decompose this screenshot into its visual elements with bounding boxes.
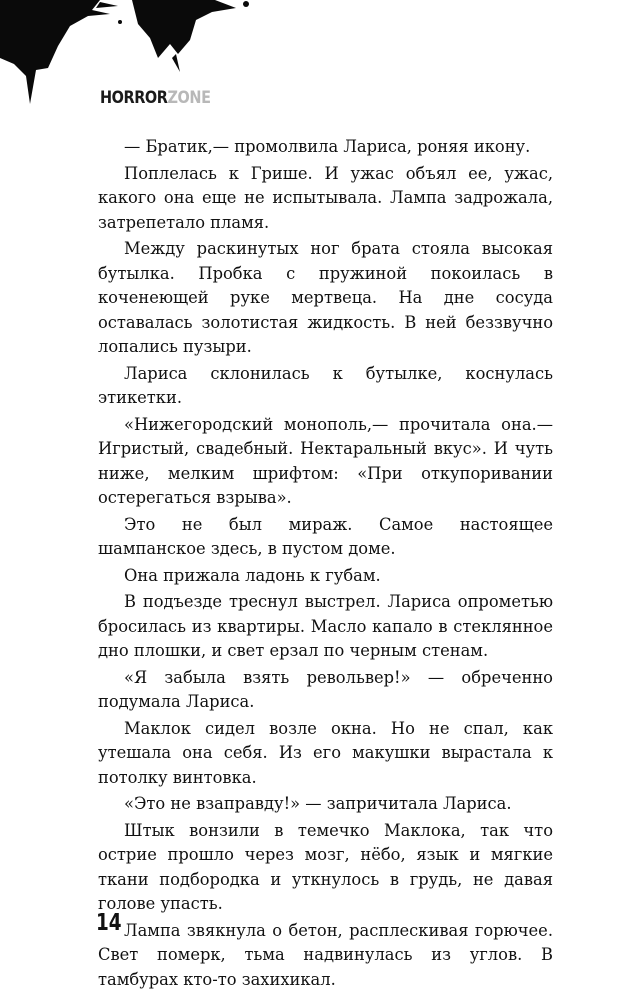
paragraph: В подъезде треснул выстрел. Лариса опрометью бросилась из квартиры. Масло капало в стеклянное дно плошки, и свет ерзал по черным стенам. [98, 592, 553, 660]
logo-part-horror: HORROR [100, 88, 168, 108]
paragraph: Это не был мираж. Самое настоящее шампанское здесь, в пустом доме. [98, 514, 553, 558]
paragraph: Поплелась к Грише. И ужас объял ее, ужас, какого она еще не испытывала. Лампа задрожала, затрепетало пламя. [98, 163, 553, 232]
paragraph: «Я забыла взять револьвер!» — обреченно подумала Лариса. [98, 667, 553, 711]
body-text [98, 135, 553, 994]
paragraph: Лампа звякнула о бетон, расплескивая горючее. Свет померк, тьма надвинулась из углов. В тамбурах кто-то захихикал. [98, 920, 553, 989]
paragraph: «Нижегородский монополь,— прочитала она.— Игристый, свадебный. Нектаральный вкус». И чуть ниже, мелким шрифтом: «При откупоривании остерегаться взрыва». [98, 414, 553, 507]
paragraph: — Братик,— промолвила Лариса, роняя икону. [124, 137, 531, 156]
paragraph: «Это не взаправду!» — запричитала Лариса. [124, 794, 512, 813]
paragraph: Лариса склонилась к бутылке, коснулась этикетки. [98, 363, 553, 407]
paragraph: Штык вонзили в темечко Маклока, так что острие прошло через мозг, нёбо, язык и мягкие ткани подбородка и уткнулось в грудь, не давая голове упасть. [98, 820, 553, 913]
page-number: 14 [96, 910, 122, 936]
logo-part-zone: ZONE [167, 88, 211, 108]
paragraph: Между раскинутых ног брата стояла высокая бутылка. Пробка с пружиной покоилась в коченеющей руке мертвеца. На дне сосуда оставалась золотистая жидкость. В ней беззвучно лопались пузыри. [98, 239, 553, 356]
horrorzone-logo [100, 88, 211, 108]
paragraph: Маклок сидел возле окна. Но не спал, как утешала она себя. Из его макушки вырастала к потолку винтовка. [98, 718, 553, 787]
paragraph: Она прижала ладонь к губам. [124, 565, 381, 585]
